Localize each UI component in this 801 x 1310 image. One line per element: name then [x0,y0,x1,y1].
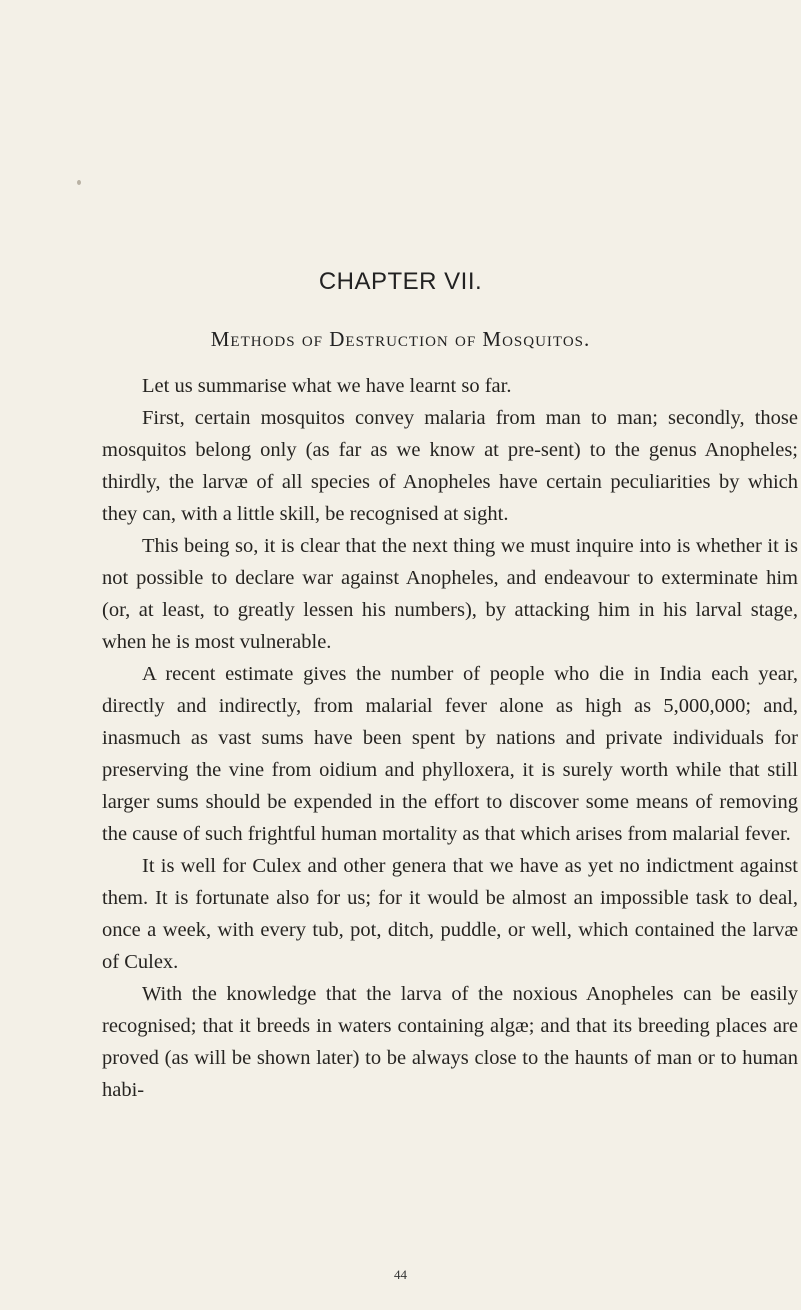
paragraph: A recent estimate gives the number of people who die in India each year, directly and indirectly, from malarial fever alone as high as 5,000,000; and, inasmuch as vast sums have been spent by nations and private individuals for preserving the vine from oidium and phylloxera, it is surely worth while that still larger sums should be expended in the effort to discover some means of removing the cause of such frightful human mortality as that which arises from malarial fever. [102,663,798,845]
paragraph: Let us summarise what we have learnt so far. [142,375,512,397]
body-text [102,370,798,1106]
page-number: 44 [394,1267,407,1282]
paper-speck [77,180,81,185]
paragraph: This being so, it is clear that the next thing we must inquire into is whether it is not possible to declare war against Anopheles, and endeavour to exterminate him (or, at least, to greatly lessen his numbers), by attacking him in his larval stage, when he is most vulnerable. [102,535,798,653]
paragraph: First, certain mosquitos convey malaria from man to man; secondly, those mosquitos belong only (as far as we know at pre-sent) to the genus Anopheles; thirdly, the larvæ of all species of Anopheles have certain peculiarities by which they can, with a little skill, be recognised at sight. [102,407,798,525]
chapter-title: Methods of Destruction of Mosquitos. [210,327,591,351]
paragraph: It is well for Culex and other genera that we have as yet no indictment against them. It is fortunate also for us; for it would be almost an impossible task to deal, once a week, with every tub, pot, ditch, puddle, or well, which contained the larvæ of Culex. [102,855,798,973]
chapter-heading: CHAPTER VII. [318,268,483,295]
paragraph: With the knowledge that the larva of the noxious Anopheles can be easily recognised; that it breeds in waters containing algæ; and that its breeding places are proved (as will be shown later) to be always close to the haunts of man or to human habi- [102,983,798,1101]
